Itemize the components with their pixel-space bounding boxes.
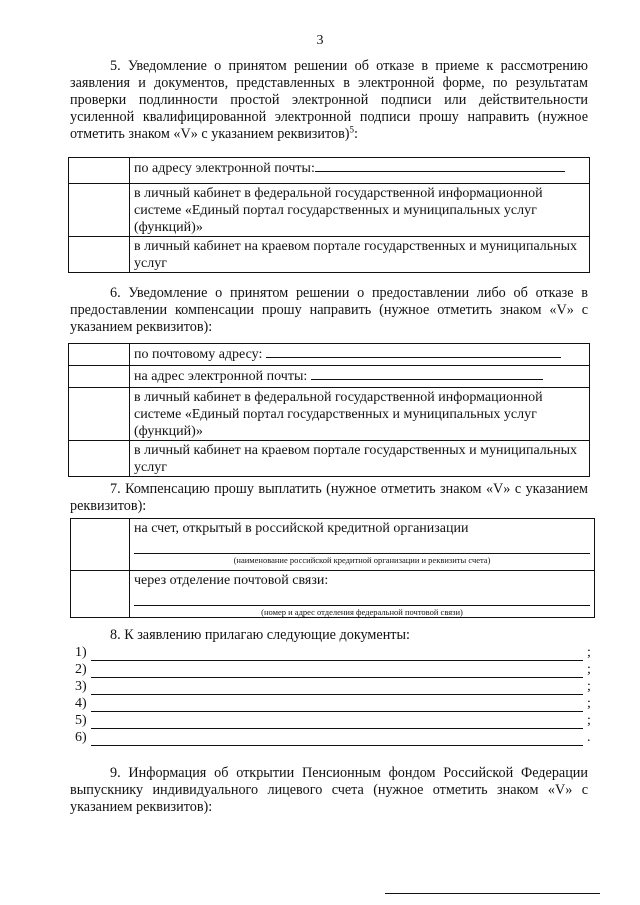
list-item: 5) ; (75, 713, 591, 728)
section-7-text: 7. Компенсацию прошу выплатить (нужное отметить знаком «V» с указанием реквизитов): (70, 481, 588, 514)
option-post-office: через отделение почтовой связи: (номер и адрес отделения федеральной почтовой связи) (130, 571, 595, 618)
input-line[interactable] (91, 716, 583, 729)
page-number: 3 (316, 33, 324, 48)
checkbox-cell[interactable] (71, 519, 130, 571)
section-5-text: 5. Уведомление о принятом решении об отказе в приеме к рассмотрению заявления и документов, представленных в электронной форме, по результатам проверки подлинности простой электронной подписи или действительности усиленной квалифицированной электронной подписи прошу направить (нужное отметить знаком «V» с указанием реквизитов)$^5$: (70, 58, 588, 142)
list-item: 6) . (75, 730, 591, 745)
section-8-text: 8. К заявлению прилагаю следующие документы: (110, 627, 410, 643)
list-item: 4) ; (75, 696, 591, 711)
option-regional-portal: в личный кабинет на краевом портале государственных и муниципальных услуг (130, 441, 590, 477)
input-line[interactable] (91, 648, 583, 661)
checkbox-cell[interactable] (69, 344, 130, 366)
field-caption: (номер и адрес отделения федеральной почтовой связи) (261, 607, 463, 617)
section-6-text: 6. Уведомление о принятом решении о предоставлении либо об отказе в предоставлении компенсации прошу направить (нужное отметить знаком «V» с указанием реквизитов): (70, 285, 588, 335)
section-5-options (68, 157, 590, 273)
section-7-options (70, 518, 595, 618)
input-line[interactable] (91, 682, 583, 695)
option-email: на адрес электронной почты: (130, 366, 590, 388)
list-item: 1) ; (75, 645, 591, 660)
input-line[interactable] (266, 345, 561, 358)
input-line[interactable] (315, 159, 565, 172)
option-federal-portal: в личный кабинет в федеральной государственной информационной системе «Единый портал государственных и муниципальных услуг (функций)» (130, 388, 590, 441)
list-item: 3) ; (75, 679, 591, 694)
section-6-options (68, 343, 590, 477)
checkbox-cell[interactable] (69, 388, 130, 441)
checkbox-cell[interactable] (69, 237, 130, 273)
section-9-text: 9. Информация об открытии Пенсионным фондом Российской Федерации выпускнику индивидуального лицевого счета (нужное отметить знаком «V» с указанием реквизитов): (70, 765, 588, 815)
list-item: 2) ; (75, 662, 591, 677)
field-caption: (наименование российской кредитной организации и реквизиты счета) (233, 555, 491, 565)
option-postal-address: по почтовому адресу: (130, 344, 590, 366)
checkbox-cell[interactable] (69, 366, 130, 388)
option-email: по адресу электронной почты: (130, 158, 590, 184)
option-federal-portal: в личный кабинет в федеральной государственной информационной системе «Единый портал государственных и муниципальных услуг (функций)» (130, 184, 590, 237)
footnote-separator (385, 893, 600, 894)
documents-list (75, 644, 595, 746)
checkbox-cell[interactable] (69, 184, 130, 237)
option-bank-account: на счет, открытый в российской кредитной организации (наименование российской кредитной организации и реквизиты счета) (130, 519, 595, 571)
footnote-marker: 5 (349, 124, 355, 135)
input-line[interactable] (134, 539, 590, 554)
input-line[interactable] (91, 699, 583, 712)
input-line[interactable] (134, 591, 590, 606)
input-line[interactable] (91, 665, 583, 678)
checkbox-cell[interactable] (69, 158, 130, 184)
checkbox-cell[interactable] (69, 441, 130, 477)
input-line[interactable] (311, 367, 543, 380)
option-regional-portal: в личный кабинет на краевом портале государственных и муниципальных услуг (130, 237, 590, 273)
input-line[interactable] (91, 733, 583, 746)
checkbox-cell[interactable] (71, 571, 130, 618)
